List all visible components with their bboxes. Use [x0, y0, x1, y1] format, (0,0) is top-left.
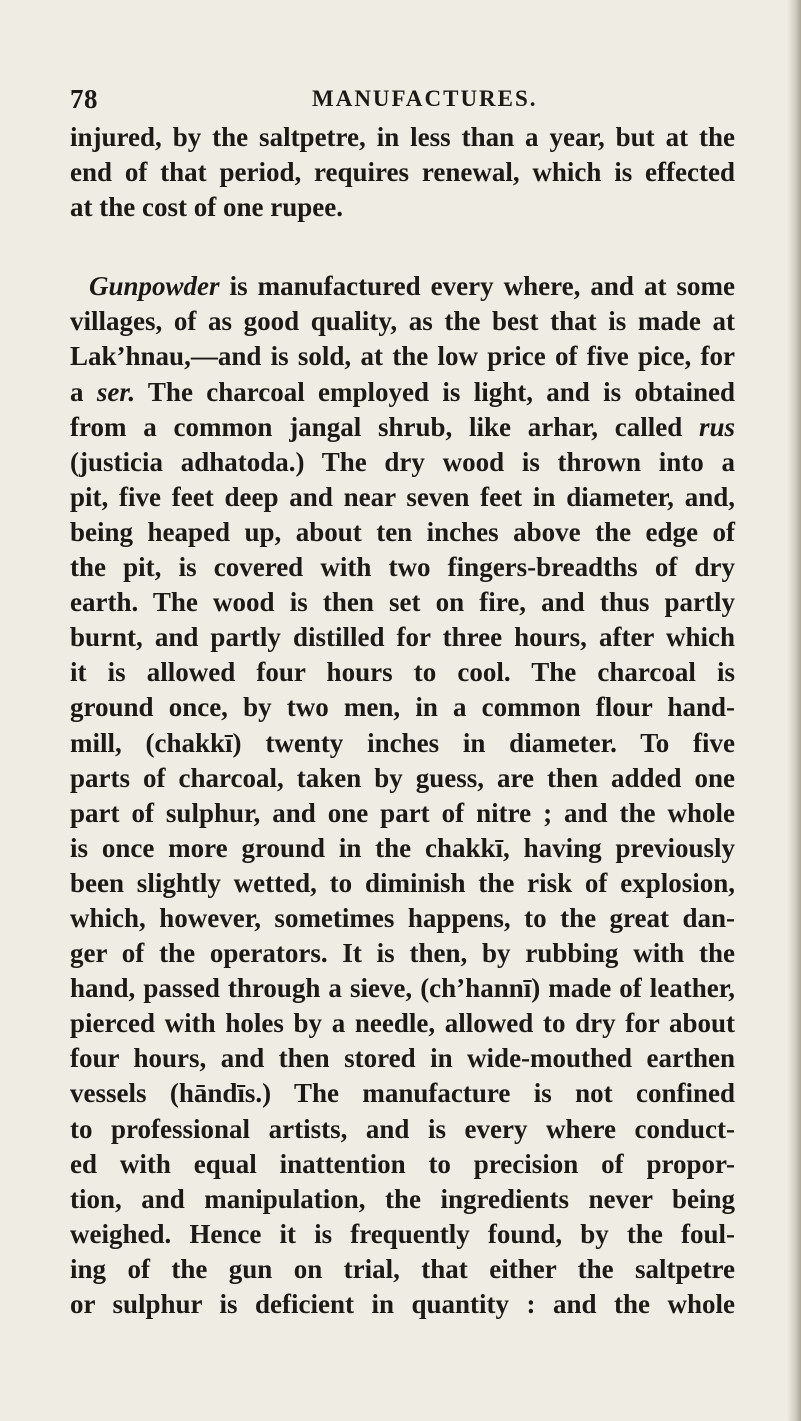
text-line: to professional artists, and is every where conduct-: [70, 1113, 735, 1144]
text-line: pit, five feet deep and near seven feet in diameter, and,: [70, 481, 735, 512]
text-line: it is allowed four hours to cool. The charcoal is: [70, 657, 735, 688]
text-line: tion, and manipulation, the ingredients never being: [70, 1183, 735, 1214]
text-line: burnt, and partly distilled for three hours, after which: [70, 622, 735, 653]
text-line: injured, by the saltpetre, in less than a year, but at the: [70, 122, 735, 152]
text-run: is manufactured every where, and at some: [219, 271, 735, 302]
text-line: four hours, and then stored in wide-mouthed earthen: [70, 1043, 735, 1074]
text-line: [70, 375, 735, 410]
text-line: pierced with holes by a needle, allowed to dry for about: [70, 1008, 735, 1039]
text-run: a: [70, 376, 97, 407]
text-line: is once more ground in the chakkī, having previously: [70, 832, 735, 863]
page-header: [70, 84, 725, 116]
running-head: MANUFACTURES.: [312, 86, 538, 111]
text-line: ing of the gun on trial, that either the saltpetre: [70, 1253, 735, 1284]
text-line: earth. The wood is then set on fire, and thus partly: [70, 587, 735, 618]
text-line: ground once, by two men, in a common flour hand-: [70, 692, 735, 723]
paragraph-1: [70, 120, 735, 225]
text-line: being heaped up, about ten inches above the edge of: [70, 516, 735, 547]
italic-term-rus: rus: [698, 411, 735, 442]
page-number: 78: [70, 84, 98, 114]
text-line: which, however, sometimes happens, to the great dan-: [70, 902, 735, 933]
page-edge-shadow: [787, 0, 801, 1421]
italic-term-ser: ser.: [96, 376, 136, 407]
text-line: vessels (hāndīs.) The manufacture is not confined: [70, 1078, 735, 1109]
text-line: villages, of as good quality, as the best that is made at: [70, 306, 735, 337]
text-line: (justicia adhatoda.) The dry wood is thrown into a: [70, 446, 735, 477]
text-line: [70, 269, 735, 304]
text-line: been slightly wetted, to diminish the risk of explosion,: [70, 867, 735, 898]
text-line: [70, 410, 735, 445]
text-line: part of sulphur, and one part of nitre ; and the whole: [70, 797, 735, 828]
body-text: [70, 120, 735, 1322]
text-line: ed with equal inattention to precision of propor-: [70, 1148, 735, 1179]
text-line: end of that period, requires renewal, which is effected: [70, 157, 735, 188]
text-line: or sulphur is deficient in quantity : and the whole: [70, 1289, 735, 1319]
text-run: from a common jangal shrub, like arhar, called: [70, 411, 699, 442]
italic-term-gunpowder: Gunpowder: [89, 271, 220, 302]
text-run: The charcoal employed is light, and is obtained: [135, 376, 735, 407]
text-line: weighed. Hence it is frequently found, by the foul-: [70, 1218, 735, 1249]
paragraph-spacer: [70, 225, 735, 269]
paragraph-2: [70, 269, 735, 1322]
text-line: hand, passed through a sieve, (ch’hannī) made of leather,: [70, 973, 735, 1004]
text-line: the pit, is covered with two fingers-breadths of dry: [70, 552, 735, 583]
text-line: at the cost of one rupee.: [70, 192, 343, 223]
text-line: Lak’hnau,—and is sold, at the low price of five pice, for: [70, 341, 735, 372]
text-line: ger of the operators. It is then, by rubbing with the: [70, 938, 735, 969]
text-line: mill, (chakkī) twenty inches in diameter. To five: [70, 727, 735, 758]
text-line: parts of charcoal, taken by guess, are then added one: [70, 762, 735, 793]
